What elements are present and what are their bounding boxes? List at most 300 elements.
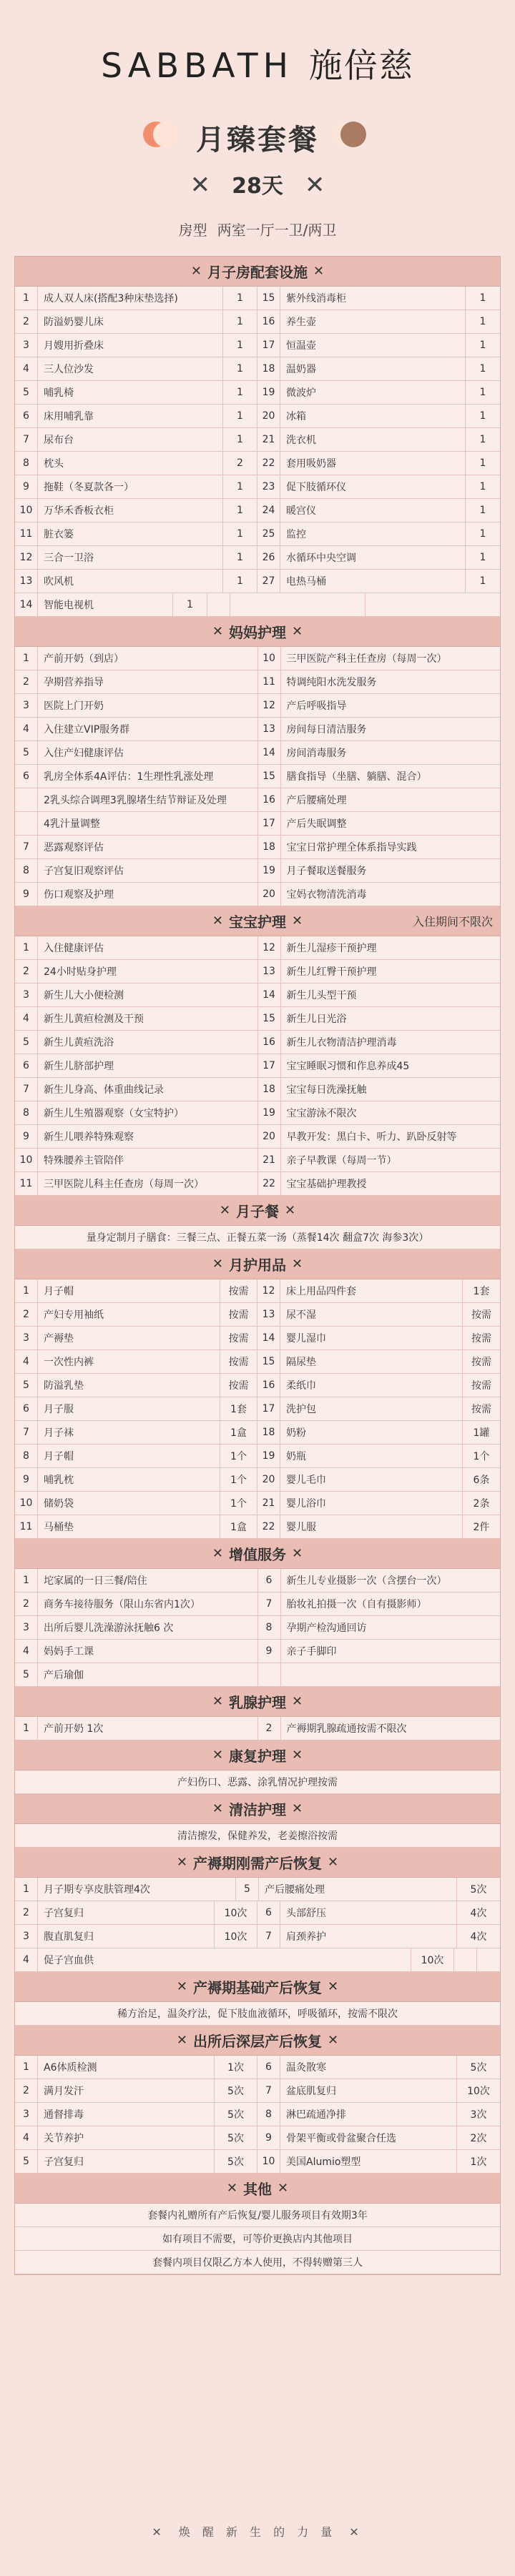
cell: 子宫复归 <box>38 1901 215 1924</box>
cell: 10 <box>15 1149 38 1171</box>
cell: 4 <box>15 1640 38 1663</box>
cross-icon: ✕ <box>152 2525 166 2539</box>
cell: 1 <box>479 481 486 492</box>
table-row <box>15 960 500 984</box>
table-row <box>15 1640 500 1663</box>
text-row <box>15 2251 500 2274</box>
cell: 促子宫血供 <box>38 1948 411 1971</box>
cell: 23 <box>258 475 280 498</box>
cell: 新生儿湿疹干预护理 <box>286 943 377 954</box>
cell: 商务车接待服务（限山东省内1次） <box>38 1592 258 1615</box>
cell: 产前开奶 1次 <box>38 1717 258 1740</box>
cell: 1个 <box>220 1445 258 1467</box>
cross-icon: ✕ <box>176 1855 187 1870</box>
cell: 5 <box>15 1663 38 1686</box>
other-line: 如有项目不需要，可等价更换店内其他项目 <box>162 2234 353 2245</box>
cell: 16 <box>258 1374 280 1397</box>
cell: 促下肢循环仪 <box>280 475 466 498</box>
cell: 哺乳椅 <box>38 381 223 404</box>
cell: 8 <box>15 1445 38 1467</box>
cell: 床用哺乳靠 <box>38 405 223 427</box>
cell: 5次 <box>470 2062 487 2074</box>
cross-icon: ✕ <box>328 1979 339 1994</box>
package-table <box>14 256 501 2275</box>
cell: 21 <box>258 428 280 451</box>
cell: 1 <box>223 381 258 404</box>
cell: 新生儿红臀干预护理 <box>286 966 377 978</box>
table-row <box>15 718 500 741</box>
cell: 宝妈衣物清洗消毒 <box>286 889 367 901</box>
cell: 5 <box>15 381 38 404</box>
cell: 产褥垫 <box>38 1327 220 1349</box>
cell: 按需 <box>220 1374 258 1397</box>
days-value: 28天 <box>232 174 283 199</box>
cell: 1罐 <box>473 1427 490 1439</box>
cell: 新生儿头型干预 <box>286 990 357 1001</box>
table-row <box>15 1492 500 1515</box>
cell: 月子服 <box>38 1397 220 1420</box>
cross-icon: ✕ <box>285 1203 296 1218</box>
cross-icon: ✕ <box>212 1694 223 1709</box>
table-row <box>15 1172 500 1196</box>
cell: 枕头 <box>38 452 223 475</box>
cell: 紫外线消毒柜 <box>280 287 466 309</box>
cell: 奶瓶 <box>280 1445 463 1467</box>
decor-dots-right <box>332 122 366 147</box>
cell: 19 <box>258 859 281 882</box>
cell: 3 <box>15 1925 38 1948</box>
table-row <box>15 1948 500 1972</box>
cell: 1个 <box>220 1492 258 1515</box>
cell: 13 <box>15 570 38 593</box>
cell: 5 <box>236 1878 259 1901</box>
cell: 6 <box>258 1901 280 1924</box>
cell: 电热马桶 <box>280 570 466 593</box>
cross-icon: ✕ <box>292 1694 303 1709</box>
table-row <box>15 1569 500 1592</box>
cell: 12 <box>258 1279 280 1302</box>
table-row <box>15 1350 500 1374</box>
cell: 8 <box>258 2103 280 2126</box>
cell: 6 <box>258 1569 281 1592</box>
cell: 18 <box>258 1421 280 1444</box>
cell: 三甲医院儿科主任查房（每周一次） <box>38 1172 258 1195</box>
cross-icon: ✕ <box>212 1748 223 1763</box>
cell: 宝宝日常护理全体系指导实践 <box>286 842 417 853</box>
cell: 医院上门开奶 <box>38 694 258 717</box>
cell: 17 <box>258 1397 280 1420</box>
cell: 婴儿湿巾 <box>280 1327 463 1349</box>
cell <box>366 593 500 616</box>
table-row <box>15 1663 500 1687</box>
cell: 6 <box>15 1397 38 1420</box>
section-title: 清洁护理 <box>229 1801 286 1818</box>
cell: 1次 <box>215 2056 258 2079</box>
cell: 2 <box>15 670 38 693</box>
cell: 子宫复归 <box>38 2150 215 2173</box>
cell: 24小时贴身护理 <box>38 960 258 983</box>
cell: 5次 <box>215 2079 258 2102</box>
cell: 15 <box>258 765 281 788</box>
table-row <box>15 522 500 546</box>
cell: 13 <box>258 718 281 740</box>
brand-cn: 施倍慈 <box>308 46 414 86</box>
cell: 19 <box>258 1445 280 1467</box>
table-row <box>15 334 500 357</box>
cell: 1 <box>223 522 258 545</box>
cell: 三合一卫浴 <box>38 546 223 569</box>
cross-icon: ✕ <box>292 1257 303 1272</box>
cross-icon: ✕ <box>292 624 303 639</box>
cell: 坨家属的一日三餐/陪住 <box>38 1569 258 1592</box>
cell: A6体质检测 <box>38 2056 215 2079</box>
text-row <box>15 1770 500 1794</box>
cell: 9 <box>15 1125 38 1148</box>
text-row <box>15 2002 500 2026</box>
table-row <box>15 984 500 1007</box>
cross-icon: ✕ <box>212 1801 223 1816</box>
cell: 按需 <box>220 1303 258 1326</box>
cell: 美国Alumio塑型 <box>280 2150 457 2173</box>
cell: 成人双人床(搭配3种床垫选择) <box>38 287 223 309</box>
cell: 20 <box>258 1125 281 1148</box>
cell <box>230 593 366 616</box>
cell: 10次 <box>411 1948 454 1971</box>
cell: 按需 <box>471 1380 491 1392</box>
table-row <box>15 1279 500 1303</box>
section-title: 产褥期刚需产后恢复 <box>193 1855 322 1872</box>
cross-icon: ✕ <box>292 1546 303 1561</box>
section-title: 增值服务 <box>229 1546 286 1563</box>
table-row <box>15 1303 500 1327</box>
cell: 产后失眠调整 <box>286 818 347 830</box>
cell <box>15 788 38 811</box>
cell: 1 <box>15 1717 38 1740</box>
table-row <box>15 2150 500 2174</box>
cell <box>207 593 230 616</box>
cell: 3 <box>15 1327 38 1349</box>
cell: 11 <box>15 1515 38 1538</box>
cell: 16 <box>258 1031 281 1054</box>
cell: 温灸散寒 <box>280 2056 457 2079</box>
cross-icon: ✕ <box>292 1801 303 1816</box>
table-row <box>15 1101 500 1125</box>
cell: 10 <box>258 2150 280 2173</box>
cross-icon: ✕ <box>278 2181 289 2196</box>
cell: 恒温壶 <box>280 334 466 357</box>
room-type <box>0 219 515 239</box>
cell: 10次 <box>215 1925 258 1948</box>
table-row <box>15 1031 500 1054</box>
table-row <box>15 1445 500 1468</box>
cell: 1套 <box>220 1397 258 1420</box>
cell: 1 <box>479 528 486 540</box>
cell: 12 <box>258 936 281 959</box>
cell: 1 <box>223 287 258 309</box>
section-header-other <box>15 2174 500 2204</box>
cell: 亲子手脚印 <box>286 1646 337 1658</box>
cell <box>281 1663 501 1686</box>
title-row <box>0 114 515 157</box>
cell: 骨架平衡或骨盆聚合任选 <box>280 2126 457 2149</box>
cell: 19 <box>258 1101 281 1124</box>
table-row <box>15 2126 500 2150</box>
cell: 2乳头综合调理3乳腺堵生结节辩证及处理 <box>38 788 258 811</box>
cell: 妈妈手工课 <box>38 1640 258 1663</box>
cell: 1 <box>223 310 258 333</box>
cell: 亲子早教课（每周一节） <box>286 1155 397 1166</box>
cell: 12 <box>258 694 281 717</box>
cell: 产后腰痛处理 <box>286 795 347 806</box>
cell: 伤口观察及护理 <box>38 883 258 906</box>
cell: 15 <box>258 1007 281 1030</box>
cell: 淋巴疏通净排 <box>280 2103 457 2126</box>
cell: 16 <box>258 788 281 811</box>
room-value: 两室一厅一卫/两卫 <box>217 222 337 239</box>
text-row <box>15 1824 500 1848</box>
cell: 防溢奶婴儿床 <box>38 310 223 333</box>
cell: 胎妆礼拍摄一次（自有摄影师） <box>286 1599 427 1610</box>
cell: 暖宫仪 <box>280 499 466 522</box>
cell <box>258 1663 281 1686</box>
cross-icon: ✕ <box>212 624 223 639</box>
cell: 出所后婴儿洗澡游泳抚触6 次 <box>38 1616 258 1639</box>
cell: 按需 <box>220 1279 258 1302</box>
cell: 月子帽 <box>38 1279 220 1302</box>
cell: 1 <box>223 546 258 569</box>
section-title: 康复护理 <box>229 1748 286 1765</box>
cell: 冰箱 <box>280 405 466 427</box>
cell: 婴儿浴巾 <box>280 1492 463 1515</box>
cell: 月嫂用折叠床 <box>38 334 223 357</box>
cell: 月子期专享皮肤管理4次 <box>38 1878 236 1901</box>
table-row <box>15 428 500 452</box>
cell: 1 <box>15 1878 38 1901</box>
cell: 2 <box>15 1901 38 1924</box>
cell: 微波炉 <box>280 381 466 404</box>
section-text: 产妇伤口、恶露、涂乳情况护理按需 <box>177 1777 338 1788</box>
cell: 8 <box>15 1101 38 1124</box>
cell: 三甲医院产科主任查房（每周一次） <box>286 653 447 665</box>
section-title: 其他 <box>243 2181 272 2198</box>
cell: 18 <box>258 1078 281 1101</box>
cell: 孕期营养指导 <box>38 670 258 693</box>
cell: 14 <box>15 593 38 616</box>
cell: 1 <box>15 1279 38 1302</box>
cross-icon: ✕ <box>226 2181 237 2196</box>
cell: 17 <box>258 1054 281 1077</box>
cell: 新生儿脐部护理 <box>38 1054 258 1077</box>
cell: 2件 <box>473 1522 490 1533</box>
cell: 1 <box>173 593 207 616</box>
cell: 4 <box>15 1350 38 1373</box>
table-row <box>15 2056 500 2079</box>
cell: 2次 <box>470 2133 487 2144</box>
cell: 2 <box>258 1717 281 1740</box>
section-text: 量身定制月子膳食：三餐三点、正餐五菜一汤（蒸餐14次 翻盒7次 海参3次） <box>86 1232 429 1244</box>
cell: 4次 <box>470 1908 487 1919</box>
cell: 入住建立VIP服务群 <box>38 718 258 740</box>
cell: 21 <box>258 1149 281 1171</box>
cell: 1盒 <box>220 1421 258 1444</box>
section-title: 乳腺护理 <box>229 1694 286 1711</box>
cell: 6 <box>15 405 38 427</box>
cell: 6 <box>258 2056 280 2079</box>
cell: 1 <box>223 475 258 498</box>
cell: 8 <box>15 452 38 475</box>
section-header-facilities <box>15 257 500 287</box>
table-row <box>15 1468 500 1492</box>
cell: 9 <box>258 1640 281 1663</box>
table-row <box>15 2079 500 2103</box>
section-header-recovery <box>15 1740 500 1770</box>
slogan-text: 焕 醒 新 生 的 力 量 <box>178 2525 337 2539</box>
section-header-breast <box>15 1687 500 1717</box>
cell: 3 <box>15 1616 38 1639</box>
cell: 4 <box>15 2126 38 2149</box>
cell: 13 <box>258 1303 280 1326</box>
cell: 新生儿衣物清洁护理消毒 <box>286 1037 397 1049</box>
table-row <box>15 570 500 593</box>
cell: 头部舒压 <box>280 1901 457 1924</box>
cell: 房间消毒服务 <box>286 748 347 759</box>
table-row <box>15 1007 500 1031</box>
cell: 7 <box>258 1592 281 1615</box>
cell: 3 <box>15 694 38 717</box>
cell: 新生儿专业摄影一次（含摆台一次） <box>286 1575 447 1587</box>
slogan <box>0 2523 515 2540</box>
cell: 柔纸巾 <box>280 1374 463 1397</box>
section-title: 月护用品 <box>229 1257 286 1274</box>
cell: 腹直肌复归 <box>38 1925 215 1948</box>
cell: 按需 <box>220 1350 258 1373</box>
cross-icon: ✕ <box>212 913 223 928</box>
cell: 7 <box>258 2079 280 2102</box>
cell: 房间每日清洁服务 <box>286 724 367 735</box>
cell: 1 <box>15 647 38 670</box>
section-header-clean <box>15 1794 500 1824</box>
cell: 宝宝游泳不限次 <box>286 1108 357 1119</box>
cell: 洗衣机 <box>280 428 466 451</box>
section-header-basic <box>15 1972 500 2002</box>
cell: 13 <box>258 960 281 983</box>
cell: 产后腰痛处理 <box>259 1878 457 1901</box>
cell: 1 <box>223 334 258 357</box>
cell: 婴儿毛巾 <box>280 1468 463 1491</box>
text-row <box>15 2227 500 2251</box>
cell: 11 <box>258 670 281 693</box>
cell: 2 <box>15 960 38 983</box>
table-row <box>15 859 500 883</box>
cross-icon: ✕ <box>349 2525 363 2539</box>
cell: 养生壶 <box>280 310 466 333</box>
cell: 10次 <box>467 2086 490 2097</box>
cell: 2 <box>223 452 258 475</box>
cell: 15 <box>258 287 280 309</box>
section-header-value <box>15 1539 500 1569</box>
cell: 新生儿喂养特殊观察 <box>38 1125 258 1148</box>
cell: 产褥期乳腺疏通按需不限次 <box>286 1723 407 1735</box>
section-title: 产褥期基础产后恢复 <box>193 1979 322 1996</box>
cell: 11 <box>15 1172 38 1195</box>
cell: 满月发汗 <box>38 2079 215 2102</box>
section-title: 妈妈护理 <box>229 624 286 641</box>
cell: 24 <box>258 499 280 522</box>
cell: 隔尿垫 <box>280 1350 463 1373</box>
cell: 7 <box>15 836 38 858</box>
table-row <box>15 694 500 718</box>
cell: 22 <box>258 1515 280 1538</box>
cell: 脏衣篓 <box>38 522 223 545</box>
section-header-meal <box>15 1196 500 1226</box>
cell: 5次 <box>470 1884 487 1896</box>
cell: 水循环中央空调 <box>280 546 466 569</box>
brand-logo <box>0 39 515 87</box>
cell: 1 <box>479 340 486 351</box>
cell: 2条 <box>473 1498 490 1510</box>
cell: 恶露观察评估 <box>38 836 258 858</box>
table-row <box>15 836 500 859</box>
table-row <box>15 1327 500 1350</box>
cell: 1 <box>479 434 486 445</box>
cell <box>454 1948 477 1971</box>
cell: 3次 <box>470 2109 487 2121</box>
cell: 1 <box>15 936 38 959</box>
cell: 21 <box>258 1492 280 1515</box>
cell: 孕期产检沟通回访 <box>286 1623 367 1634</box>
table-row <box>15 593 500 617</box>
cross-icon: ✕ <box>176 2033 187 2048</box>
cross-icon: ✕ <box>219 1203 230 1218</box>
cell: 新生儿日光浴 <box>286 1014 347 1025</box>
cell: 9 <box>15 1468 38 1491</box>
cell: 1 <box>15 287 38 309</box>
table-row <box>15 1616 500 1640</box>
other-line: 套餐内礼赠所有产后恢复/婴儿服务项目有效期3年 <box>147 2210 368 2221</box>
cell: 三人位沙发 <box>38 357 223 380</box>
cell: 14 <box>258 1327 280 1349</box>
cell: 1 <box>479 457 486 469</box>
table-row <box>15 883 500 906</box>
brand-en: SABBATH <box>101 46 293 86</box>
cell: 9 <box>258 2126 280 2149</box>
table-row <box>15 741 500 765</box>
cell: 产妇专用袖纸 <box>38 1303 220 1326</box>
table-row <box>15 287 500 310</box>
days-row <box>0 168 515 199</box>
cell: 乳房全体系4A评估：1生理性乳涨处理 <box>38 765 258 788</box>
section-header-supplies <box>15 1249 500 1279</box>
cell: 4 <box>15 1007 38 1030</box>
table-row <box>15 1717 500 1740</box>
cell: 4乳汁量调整 <box>38 812 258 835</box>
cell: 按需 <box>471 1309 491 1321</box>
cell: 1 <box>15 1569 38 1592</box>
cell: 1 <box>223 428 258 451</box>
table-row <box>15 1125 500 1149</box>
cell: 3 <box>15 2103 38 2126</box>
cell: 20 <box>258 1468 280 1491</box>
cell: 产后呼吸指导 <box>286 700 347 712</box>
table-row <box>15 670 500 694</box>
cell: 洗护包 <box>280 1397 463 1420</box>
cell: 子宫复旧观察评估 <box>38 859 258 882</box>
cell: 哺乳枕 <box>38 1468 220 1491</box>
cross-icon: ✕ <box>292 1748 303 1763</box>
cell: 7 <box>258 1925 280 1948</box>
section-header-deep <box>15 2026 500 2056</box>
cell: 14 <box>258 741 281 764</box>
